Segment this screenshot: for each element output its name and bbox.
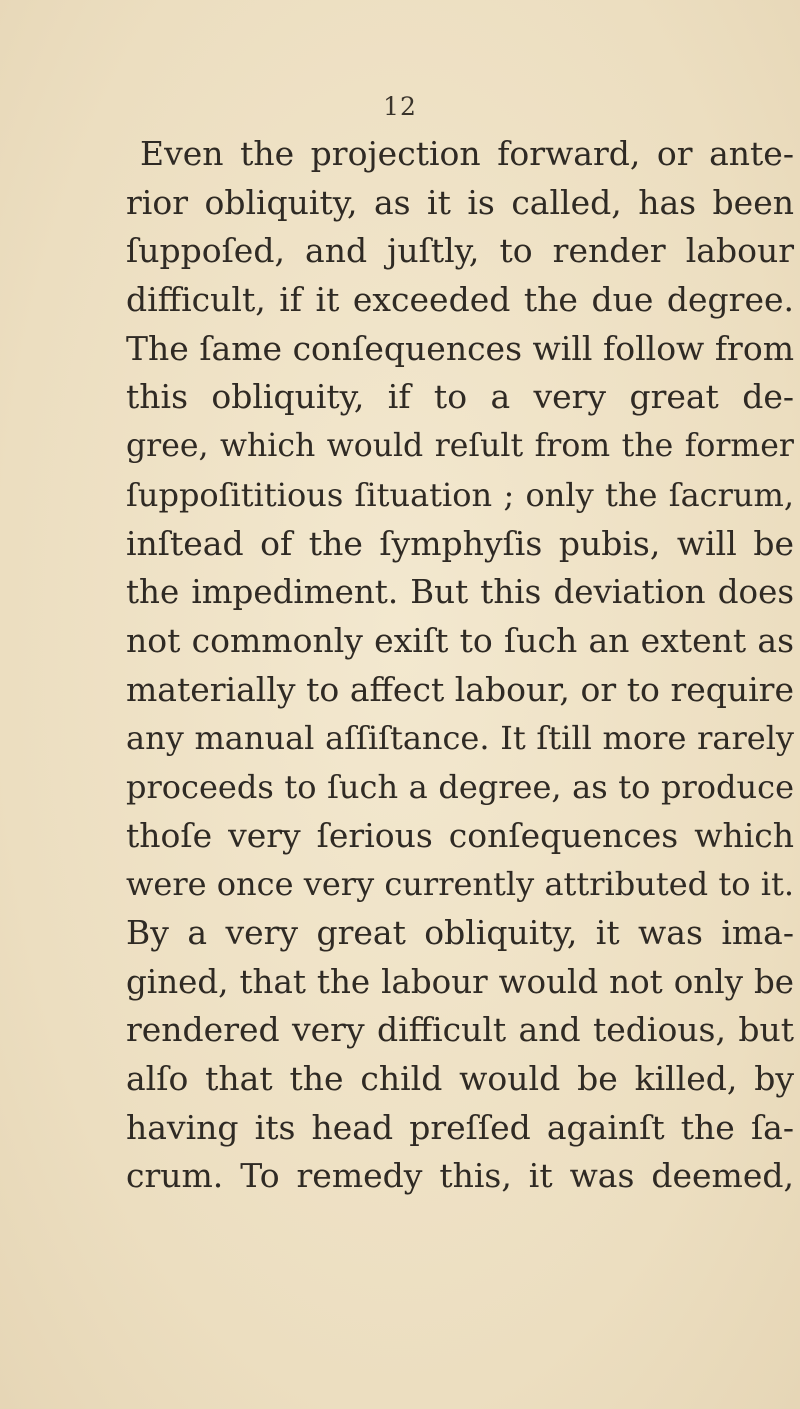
body-text [126,130,794,1201]
text-line: difficult, if it exceeded the due degree. [126,280,794,320]
text-line: Even the projection forward, or ante- [140,134,794,173]
text-line: any manual aſſiſtance. It ſtill more rarely [126,719,794,758]
text-line: inſtead of the ſymphyſis pubis, will be [126,523,794,563]
text-line: proceeds to ſuch a degree, as to produce [126,767,794,806]
text-line: having its head preſſed againſt the ſa- [126,1107,794,1147]
text-line: alſo that the child would be killed, by [126,1059,794,1099]
text-line: the impediment. But this deviation does [126,573,794,612]
text-line: were once very currently attributed to it. [126,865,794,904]
text-line: thoſe very ſerious conſequences which [126,815,794,855]
text-line: materially to affect labour, or to require [126,669,794,709]
page-number: 12 [383,92,417,121]
text-line: ſuppoſed, and juſtly, to render labour [126,231,794,271]
text-line: ſuppoſititious ſituation ; only the ſacrum, [126,475,794,514]
text-line: rior obliquity, as it is called, has been [126,182,794,222]
text-line: gree, which would reſult from the former [126,428,794,465]
text-line: By a very great obliquity, it was ima- [126,913,794,952]
text-line: gined, that the labour would not only be [126,962,794,1001]
text-line: The ſame conſequences will follow from [126,328,794,368]
text-line: not commonly exiſt to ſuch an extent as [126,620,794,660]
text-line: rendered very difficult and tedious, but [126,1010,794,1050]
text-line: this obliquity, if to a very great de- [126,377,794,417]
text-line: crum. To remedy this, it was deemed, [126,1156,794,1196]
